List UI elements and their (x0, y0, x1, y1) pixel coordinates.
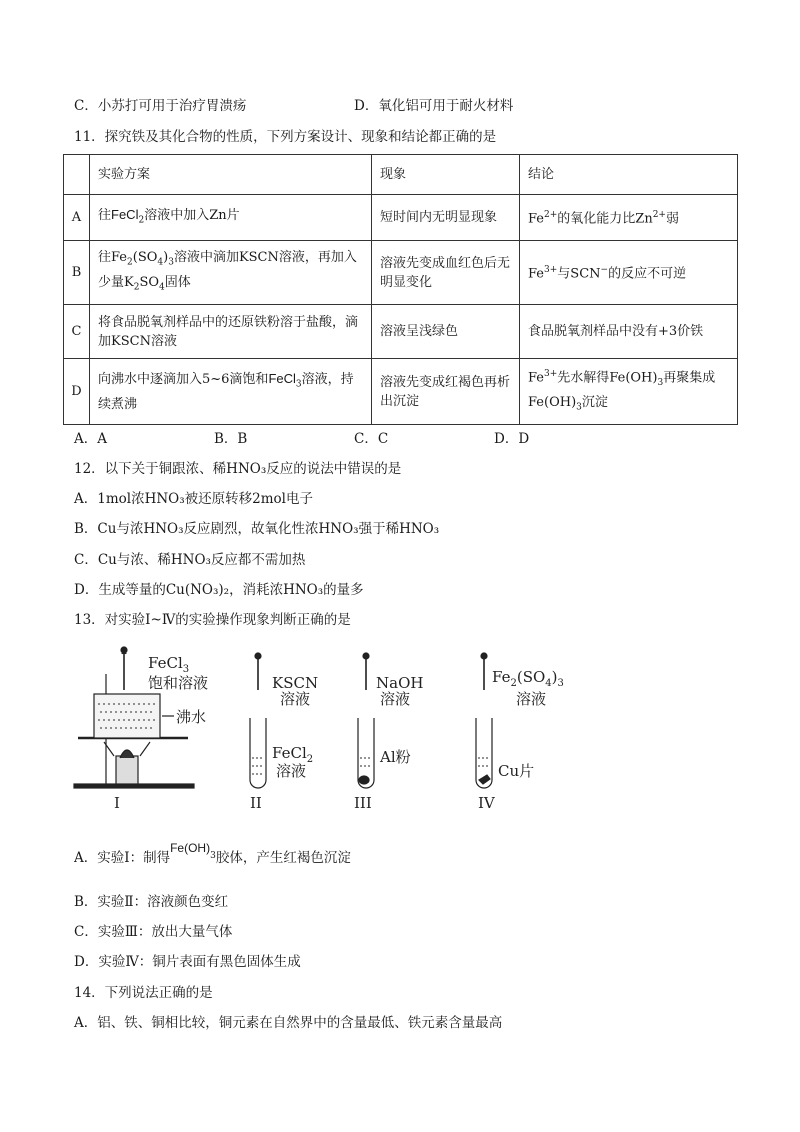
header-conclusion: 结论 (520, 155, 738, 195)
exp-i-reagent-formula: FeCl$_3$ (148, 654, 190, 675)
row-label: D (64, 359, 90, 425)
exp-iii-reagent-name: NaOH (376, 674, 424, 692)
q11-choice-a: A．A (74, 431, 107, 447)
row-conclusion: $Fe^{3+}$先水解得$Fe(OH)_3$再聚集成$Fe(OH)_3$沉淀 (520, 359, 738, 425)
exp-iv-reagent-formula: $Fe_2(SO_4)_3$ (492, 668, 564, 689)
q13-option-c: C．实验Ⅲ：放出大量气体 (74, 924, 233, 940)
row-conclusion: $Fe^{2+}$的氧化能力比$Zn^{2+}$弱 (520, 195, 738, 241)
q13-apparatus-figure (70, 646, 630, 816)
row-phenomenon: 短时间内无明显现象 (372, 195, 520, 241)
q13-option-b: B．实验Ⅱ：溶液颜色变红 (74, 894, 229, 910)
header-phenomenon: 现象 (372, 155, 520, 195)
exp-i-reagent-text: 饱和溶液 (148, 674, 209, 692)
row-label: C (64, 305, 90, 359)
experiment-iii (358, 653, 374, 788)
row-phenomenon: 溶液先变成血红色后无明显变化 (372, 241, 520, 305)
row-conclusion: 食品脱氧剂样品中没有+3价铁 (520, 305, 738, 359)
table-header-row (64, 155, 738, 195)
q10-option-d: D．氧化铝可用于耐火材料 (354, 98, 514, 114)
exp-iii-label: III (354, 794, 372, 812)
table-row-b (64, 241, 738, 305)
q12-stem: 12．以下关于铜跟浓、稀HNO₃反应的说法中错误的是 (74, 461, 402, 477)
row-plan: 往$Fe_2(SO_4)_3$溶液中滴加KSCN溶液，再加入少量$K_2SO_4$固体 (90, 241, 372, 305)
table-row-a (64, 195, 738, 241)
exp-iv-label: IV (478, 794, 495, 812)
header-plan: 实验方案 (90, 155, 372, 195)
table-row-d (64, 359, 738, 425)
q12-option-a: A．1mol浓HNO₃被还原转移2mol电子 (74, 491, 313, 507)
q12-option-b: B．Cu与浓HNO₃反应剧烈，故氧化性浓HNO₃强于稀HNO₃ (74, 521, 440, 537)
q11-choice-b: B．B (214, 431, 248, 447)
q14-option-a: A．铝、铁、铜相比较，铜元素在自然界中的含量最低、铁元素含量最高 (74, 1015, 503, 1031)
q14-stem: 14．下列说法正确的是 (74, 985, 213, 1001)
exp-i-water-label: 沸水 (176, 708, 207, 726)
header-empty (64, 155, 90, 195)
row-label: B (64, 241, 90, 305)
q12-option-d: D．生成等量的Cu(NO₃)₂，消耗浓HNO₃的量多 (74, 582, 364, 598)
row-plan: 将食品脱氧剂样品中的还原铁粉溶于盐酸，滴加KSCN溶液 (90, 305, 372, 359)
q12-option-c: C．Cu与浓、稀HNO₃反应都不需加热 (74, 552, 306, 568)
exp-ii-reagent-text: 溶液 (280, 690, 311, 708)
row-plan: 向沸水中逐滴加入5~6滴饱和FeCl$_3$溶液，持续煮沸 (90, 359, 372, 425)
q10-option-c: C．小苏打可用于治疗胃溃疡 (74, 98, 247, 114)
q11-choice-c: C．C (354, 431, 389, 447)
exp-i-label: I (114, 794, 120, 812)
row-phenomenon: 溶液呈浅绿色 (372, 305, 520, 359)
exp-iv-reagent-text: 溶液 (516, 690, 547, 708)
experiment-iv (476, 653, 492, 788)
table-row-c (64, 305, 738, 359)
row-label: A (64, 195, 90, 241)
exp-iii-tube-label: Al粉 (380, 748, 411, 766)
q11-table (63, 154, 738, 425)
exp-ii-reagent-name: KSCN (272, 674, 319, 692)
row-phenomenon: 溶液先变成红褐色再析出沉淀 (372, 359, 520, 425)
exp-ii-tube-formula: FeCl$_2$ (272, 744, 314, 765)
row-conclusion: $Fe^{3+}$与SCN−的反应不可逆 (520, 241, 738, 305)
exp-ii-label: II (250, 794, 262, 812)
q13-option-a: A．实验Ⅰ：制得$Fe(OH)_3$胶体，产生红褐色沉淀 (74, 841, 351, 866)
q11-choice-d: D．D (494, 431, 530, 447)
q11-stem: 11．探究铁及其化合物的性质，下列方案设计、现象和结论都正确的是 (74, 129, 497, 145)
experiment-ii (250, 653, 266, 788)
exp-iii-reagent-text: 溶液 (380, 690, 411, 708)
exp-iv-tube-label: Cu片 (498, 762, 535, 780)
q13-option-d: D．实验Ⅳ：铜片表面有黑色固体生成 (74, 954, 301, 970)
q13-stem: 13．对实验Ⅰ~Ⅳ的实验操作现象判断正确的是 (74, 612, 351, 628)
row-plan: 往FeCl$_2$溶液中加入Zn片 (90, 195, 372, 241)
exp-ii-tube-text: 溶液 (276, 762, 307, 780)
